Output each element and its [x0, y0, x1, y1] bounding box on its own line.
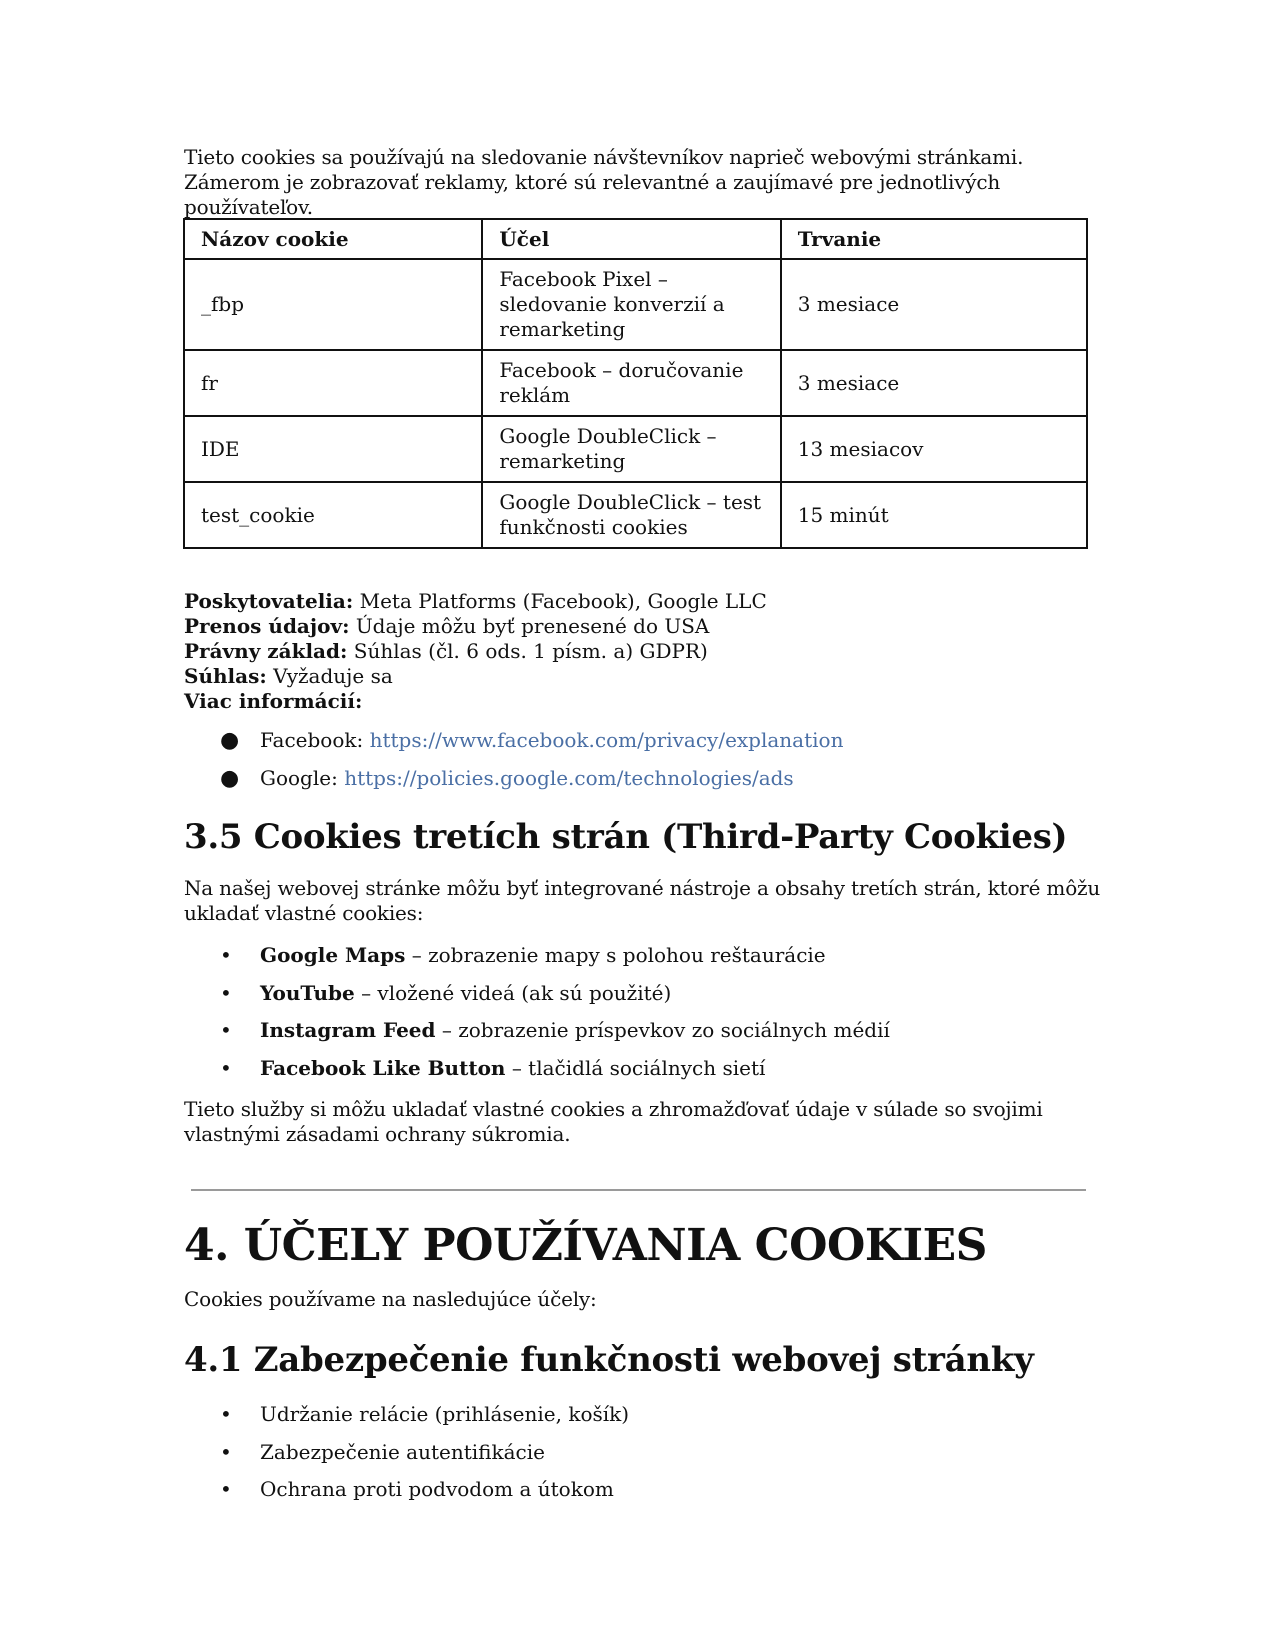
list-item-text: Udržanie relácie (prihlásenie, košík) [260, 1402, 630, 1426]
service-description: – vložené videá (ak sú použité) [354, 980, 672, 1005]
table-header-cell: Názov cookie [184, 219, 482, 259]
bullet-icon: • [220, 1055, 232, 1080]
providers-line [184, 589, 767, 614]
bullet-icon: • [220, 1439, 232, 1464]
service-description: – zobrazenie mapy s polohou reštaurácie [405, 943, 826, 967]
cookie-meta-info [184, 589, 767, 714]
third-party-list [184, 943, 890, 1093]
list-item-text: Ochrana proti podvodom a útokom [260, 1477, 614, 1501]
cookie-purpose-cell: Google DoubleClick – remarketing [482, 416, 780, 482]
meta-label: Viac informácií: [184, 689, 363, 713]
google-ads-policy-link[interactable]: https://policies.google.com/technologies/ads [344, 765, 794, 790]
meta-label: Súhlas: [184, 664, 267, 688]
cookie-purpose-cell: Facebook – doručovanie reklám [482, 350, 780, 416]
bullet-icon: • [220, 980, 232, 1005]
bullet-icon: • [220, 1477, 232, 1501]
section-4-heading: 4. ÚČELY POUŽÍVANIA COOKIES [184, 1220, 987, 1271]
list-item [184, 1477, 629, 1515]
cookie-name-cell: test_cookie [184, 482, 482, 548]
meta-label: Právny základ: [184, 639, 348, 663]
link-label: Facebook: [260, 728, 370, 752]
meta-value: Súhlas (čl. 6 ods. 1 písm. a) GDPR) [347, 639, 708, 663]
meta-value: Vyžaduje sa [266, 664, 393, 688]
cookie-purpose-cell: Google DoubleClick – test funkčnosti cookies [482, 482, 780, 548]
cookie-purpose-cell: Facebook Pixel – sledovanie konverzií a remarketing [482, 259, 780, 350]
list-item [184, 981, 890, 1019]
list-item [184, 1402, 629, 1440]
service-name: Instagram Feed [260, 1018, 436, 1042]
cookie-duration-cell: 13 mesiacov [781, 416, 1087, 482]
bullet-icon: • [220, 943, 232, 967]
bullet-icon: ● [220, 765, 240, 791]
bullet-icon: • [220, 1018, 232, 1042]
list-item [184, 1440, 629, 1478]
table-header-cell: Trvanie [781, 219, 1087, 259]
bullet-icon: ● [220, 728, 240, 753]
list-item [184, 1056, 890, 1094]
meta-value: Meta Platforms (Facebook), Google LLC [353, 589, 767, 613]
table-row [184, 259, 1087, 350]
cookie-duration-cell: 15 minút [781, 482, 1087, 548]
data-transfer-line [184, 614, 767, 639]
section-4-1-heading: 4.1 Zabezpečenie funkčnosti webovej stránky [184, 1340, 1034, 1380]
cookie-duration-cell: 3 mesiace [781, 259, 1087, 350]
table-header-row [184, 219, 1087, 259]
cookie-name-cell: _fbp [184, 259, 482, 350]
intro-paragraph: Tieto cookies sa používajú na sledovanie návštevníkov naprieč webovými stránkami. Zámerom je zobrazovať reklamy, ktoré sú relevantné a zaujímavé pre jednotlivých používateľov. [184, 145, 1024, 219]
meta-label: Poskytovatelia: [184, 589, 354, 613]
bullet-icon: • [220, 1402, 232, 1426]
legal-basis-line [184, 639, 767, 664]
cookie-name-cell: IDE [184, 416, 482, 482]
facebook-privacy-link[interactable]: https://www.facebook.com/privacy/explanation [369, 728, 844, 752]
table-row [184, 416, 1087, 482]
link-label: Google: [260, 765, 345, 790]
functionality-list [184, 1402, 629, 1515]
more-info-line [184, 689, 767, 714]
horizontal-divider [191, 1189, 1086, 1191]
section-3-5-heading: 3.5 Cookies tretích strán (Third-Party Cookies) [184, 817, 1068, 857]
service-description: – zobrazenie príspevkov zo sociálnych médií [435, 1018, 890, 1042]
list-item [184, 728, 843, 766]
service-name: YouTube [260, 980, 355, 1005]
consent-line [184, 664, 767, 689]
section-3-5-intro: Na našej webovej stránke môžu byť integrované nástroje a obsahy tretích strán, ktoré môžu ukladať vlastné cookies: [184, 876, 1101, 925]
service-name: Facebook Like Button [260, 1055, 506, 1080]
cookies-table [183, 218, 1088, 549]
service-description: – tlačidlá sociálnych sietí [505, 1055, 766, 1080]
list-item [184, 1018, 890, 1056]
list-item-text: Zabezpečenie autentifikácie [260, 1439, 545, 1464]
section-3-5-outro: Tieto služby si môžu ukladať vlastné cookies a zhromažďovať údaje v súlade so svojimi vlastnými zásadami ochrany súkromia. [184, 1097, 1043, 1146]
service-name: Google Maps [260, 943, 406, 967]
meta-value: Údaje môžu byť prenesené do USA [349, 614, 710, 638]
section-4-intro: Cookies používame na nasledujúce účely: [184, 1287, 597, 1311]
cookie-duration-cell: 3 mesiace [781, 350, 1087, 416]
more-info-links [184, 728, 843, 803]
list-item [184, 943, 890, 981]
table-row [184, 350, 1087, 416]
meta-label: Prenos údajov: [184, 614, 350, 638]
table-header-cell: Účel [482, 219, 780, 259]
list-item [184, 766, 843, 804]
table-row [184, 482, 1087, 548]
cookie-name-cell: fr [184, 350, 482, 416]
